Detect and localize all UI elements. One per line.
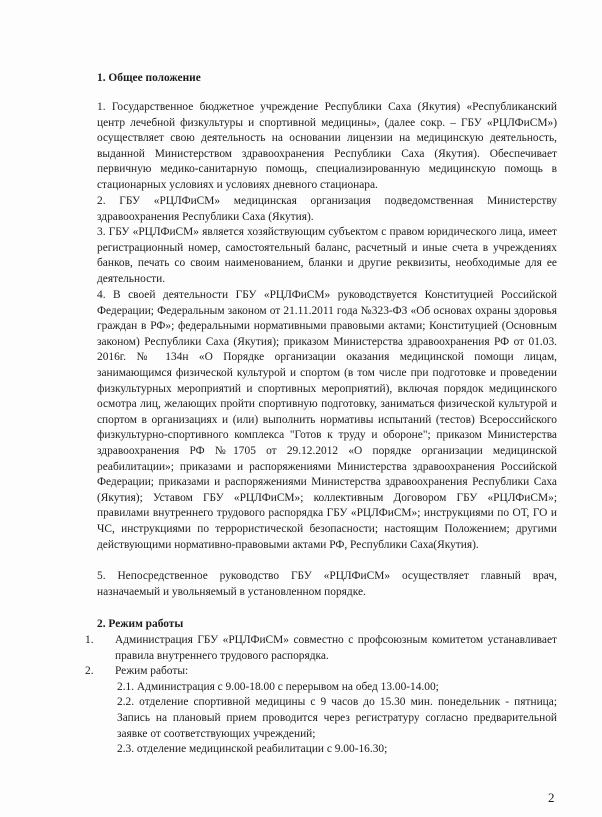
paragraph-2: 2. ГБУ «РЦЛФиСМ» медицинская организация подведомственная Министерству здравоохранения Республики Саха (Якутия). (97, 195, 557, 223)
sub-item-rehabilitation: 2.3. отделение медицинской реабилитации с 9.00-16.30; (117, 743, 388, 756)
list-item-text: Режим работы: (115, 665, 189, 678)
list-item (85, 633, 557, 664)
work-schedule-list (85, 633, 557, 758)
sub-item-sports-medicine: 2.2. отделение спортивной медицины с 9 часов до 15.30 мин. понедельник - пятница; Запись на плановый прием проводится через регистратуру согласно предварительной заявке от соответствующих учреждений; (117, 696, 557, 740)
paragraph-4: 4. В своей деятельности ГБУ «РЦЛФиСМ» руководствуется Конституцией Российской Федерации; Федеральным законом от 21.11.2011 года №323-ФЗ «Об основах охраны здоровья граждан в РФ»; федеральными нормативными правовыми актами; Конституцией (Основным законом) Республики Саха (Якутия); приказом Министерства здравоохранения РФ от 01.03. 2016г. № 134н «О Порядке организации оказания медицинской помощи лицам, занимающимся физической культурой и спортом (в том числе при подготовке и проведении физкультурных мероприятий и спортивных мероприятий), включая порядок медицинского осмотра лиц, желающих пройти спортивную подготовку, заниматься физической культурой и спортом в организациях и (или) выполнить нормативы испытаний (тестов) Всероссийского физкультурно-спортивного комплекса "Готов к труду и обороне"; приказом Министерства здравоохранения РФ №1705 от 29.12.2012 «О порядке организации медицинской реабилитации»; приказами и распоряжениями Министерства здравоохранения Российской Федерации; приказами и распоряжениями Министерства здравоохранения Республики Саха (Якутия); Уставом ГБУ «РЦЛФиСМ»; коллективным Договором ГБУ «РЦЛФиСМ»; правилами внутреннего трудового распорядка ГБУ «РЦЛФиСМ»; инструкциями по ОТ, ГО и ЧС, инструкциями по террористической безопасности; настоящим Положением; другими действующими нормативно-правовыми актами РФ, Республики Саха(Якутия). (97, 289, 557, 551)
sub-item-administration: 2.1. Администрация с 9.00-18.00 с перерывом на обед 13.00-14.00; (117, 680, 439, 693)
list-item-number: 1. (85, 634, 94, 646)
section-1-heading: 1. Общее положение (97, 72, 201, 84)
paragraph-5: 5. Непосредственное руководство ГБУ «РЦЛФиСМ» осуществляет главный врач, назначаемый и увольняемый в установленном порядке. (97, 570, 557, 598)
paragraph-1: 1. Государственное бюджетное учреждение Республики Саха (Якутия) «Республиканский центр лечебной физкультуры и спортивной медицины», (далее сокр. – ГБУ «РЦЛФиСМ») осуществляет свою деятельность на основании лицензии на медицинскую деятельность, выданной Министерством здравоохранения Республики Саха (Якутия). Обеспечивает первичную медико-санитарную помощь, специализированную медицинскую помощь в стационарных условиях и условиях дневного стационара. (97, 101, 557, 191)
list-item-number: 2. (85, 665, 94, 678)
list-item (85, 664, 557, 680)
paragraph-3: 3. ГБУ «РЦЛФиСМ» является хозяйствующим субъектом с правом юридического лица, имеет регистрационный номер, самостоятельный баланс, расчетный и иные счета в учреждениях банков, печать со своим наименованием, бланки и другие реквизиты, необходимые для ее деятельности. (97, 226, 557, 285)
list-item-text: Администрация ГБУ «РЦЛФиСМ» совместно с профсоюзным комитетом устанавливает правила внутреннего трудового распорядка. (115, 634, 557, 662)
section-2-heading: 2. Режим работы (97, 618, 184, 630)
page-number: 2 (548, 790, 555, 805)
